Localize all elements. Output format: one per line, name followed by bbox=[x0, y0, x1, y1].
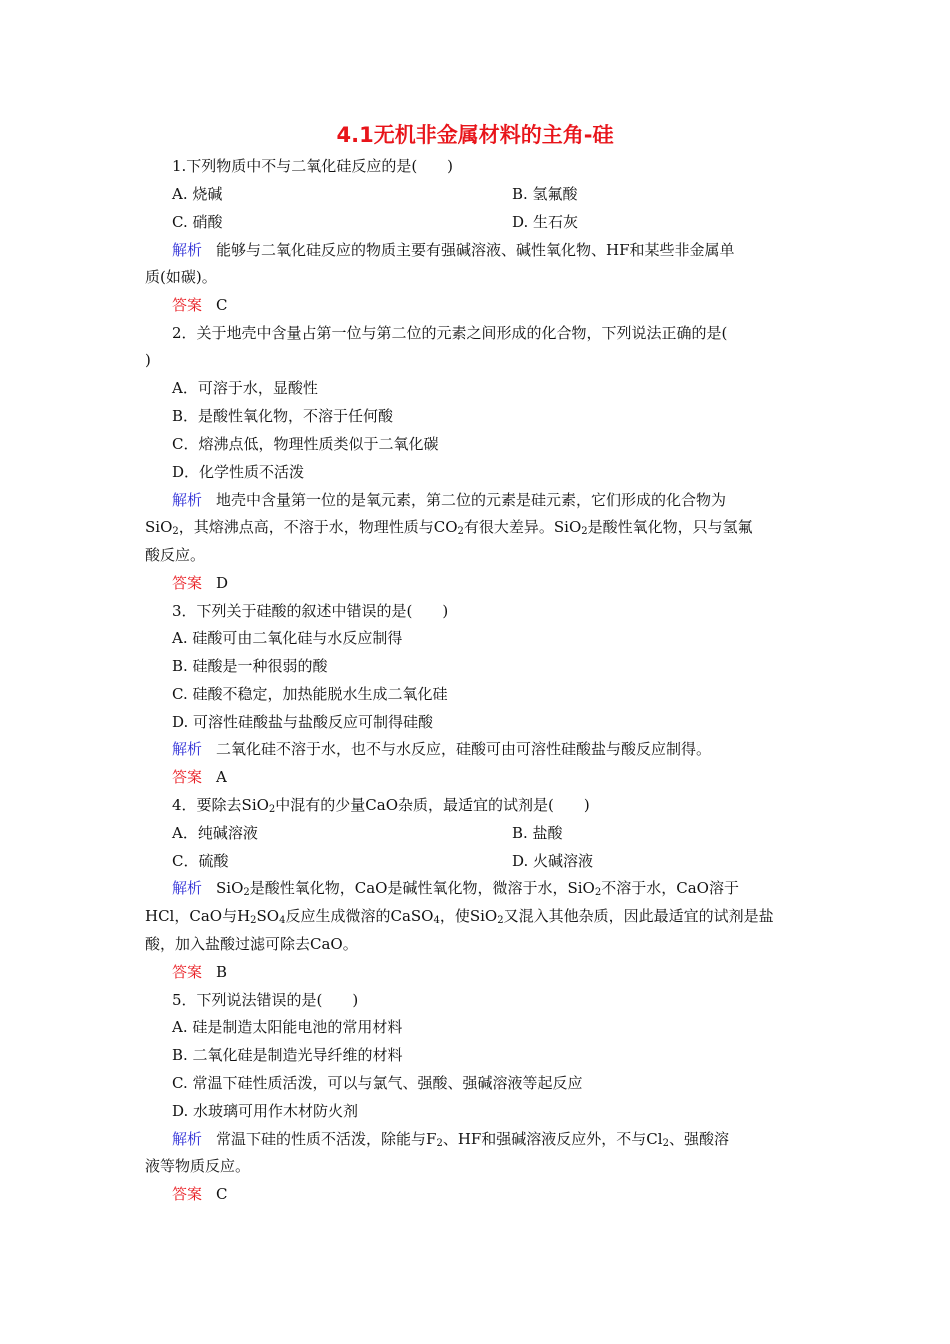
q3-answer bbox=[172, 766, 227, 788]
q5-analysis-cont: 液等物质反应。 bbox=[145, 1157, 251, 1175]
q5-option-b: B. 二氧化硅是制造光导纤维的材料 bbox=[172, 1046, 403, 1064]
q3-option-a: A. 硅酸可由二氧化硅与水反应制得 bbox=[172, 629, 403, 647]
q3-analysis bbox=[172, 738, 711, 760]
q2-analysis-cont: SiO$_2$，其熔沸点高，不溶于水，物理性质与$CO_2$有很大差异。SiO$_2$是酸性氧化物，只与氢氟 bbox=[145, 518, 753, 537]
q2-option-b: B．是酸性氧化物，不溶于任何酸 bbox=[172, 407, 394, 425]
analysis-label: 解析 bbox=[172, 1130, 203, 1148]
q4-option-a: A．纯碱溶液 bbox=[172, 824, 258, 842]
q4-analysis-cont-2: 酸，加入盐酸过滤可除去CaO。 bbox=[145, 935, 358, 953]
q4-analysis: 解析 SiO$_2$是酸性氧化物，CaO是碱性氧化物，微溶于水，SiO$_2$不溶于水，CaO溶于 bbox=[172, 879, 739, 898]
q2-option-d: D．化学性质不活泼 bbox=[172, 463, 305, 481]
q3-analysis-text: 二氧化硅不溶于水，也不与水反应，硅酸可由可溶性硅酸盐与酸反应制得。 bbox=[216, 740, 712, 758]
q4-stem: 4．要除去SiO$_2$中混有的少量CaO杂质，最适宜的试剂是( ) bbox=[172, 796, 590, 815]
q1-answer-value: C bbox=[216, 296, 228, 314]
q2-analysis-cont-2: 酸反应。 bbox=[145, 546, 206, 564]
answer-label: 答案 bbox=[172, 1185, 203, 1203]
analysis-label: 解析 bbox=[172, 491, 203, 509]
q3-option-c: C. 硅酸不稳定，加热能脱水生成二氧化硅 bbox=[172, 685, 448, 703]
q4-answer bbox=[172, 961, 227, 983]
q2-option-a: A．可溶于水，显酸性 bbox=[172, 379, 318, 397]
q4-option-d: D. 火碱溶液 bbox=[512, 852, 594, 870]
q4-option-b: B. 盐酸 bbox=[512, 824, 563, 842]
q1-analysis-cont: 质(如碳)。 bbox=[145, 268, 217, 286]
q2-analysis-text: 地壳中含量第一位的是氧元素，第二位的元素是硅元素，它们形成的化合物为 bbox=[216, 491, 727, 509]
answer-label: 答案 bbox=[172, 963, 203, 981]
q2-analysis bbox=[172, 489, 726, 511]
q5-answer bbox=[172, 1183, 228, 1205]
answer-label: 答案 bbox=[172, 574, 203, 592]
analysis-label: 解析 bbox=[172, 879, 203, 897]
q5-analysis: 解析 常温下硅的性质不活泼，除能与$F_2$、HF和强碱溶液反应外，不与$Cl_2$、强酸溶 bbox=[172, 1130, 729, 1149]
q2-stem: 2．关于地壳中含量占第一位与第二位的元素之间形成的化合物，下列说法正确的是( bbox=[172, 324, 728, 342]
analysis-label: 解析 bbox=[172, 241, 203, 259]
q4-answer-value: B bbox=[216, 963, 228, 981]
q2-option-c: C．熔沸点低，物理性质类似于二氧化碳 bbox=[172, 435, 439, 453]
q2-stem-cont: ) bbox=[145, 351, 151, 369]
q1-analysis-text: 能够与二氧化硅反应的物质主要有强碱溶液、碱性氧化物、HF和某些非金属单 bbox=[216, 241, 735, 259]
q5-answer-value: C bbox=[216, 1185, 228, 1203]
q5-option-d: D. 水玻璃可用作木材防火剂 bbox=[172, 1102, 359, 1120]
q1-option-b: B. 氢氟酸 bbox=[512, 185, 578, 203]
answer-label: 答案 bbox=[172, 768, 203, 786]
q1-option-d: D. 生石灰 bbox=[512, 213, 579, 231]
q4-option-c: C．硫酸 bbox=[172, 852, 229, 870]
q2-answer bbox=[172, 572, 228, 594]
q4-analysis-cont: HCl，CaO与$H_2SO_4$反应生成微溶的CaSO$_4$，使SiO$_2$又混入其他杂质，因此最适宜的试剂是盐 bbox=[145, 907, 774, 926]
answer-label: 答案 bbox=[172, 296, 203, 314]
q3-answer-value: A bbox=[216, 768, 227, 786]
q3-option-d: D. 可溶性硅酸盐与盐酸反应可制得硅酸 bbox=[172, 713, 434, 731]
q2-answer-value: D bbox=[216, 574, 229, 592]
q1-analysis bbox=[172, 239, 735, 261]
page-title: 4.1无机非金属材料的主角-硅 bbox=[336, 123, 614, 147]
q1-answer bbox=[172, 294, 228, 316]
analysis-label: 解析 bbox=[172, 740, 203, 758]
q5-stem: 5．下列说法错误的是( ) bbox=[172, 991, 359, 1009]
q3-stem: 3．下列关于硅酸的叙述中错误的是( ) bbox=[172, 602, 449, 620]
q1-option-c: C. 硝酸 bbox=[172, 213, 223, 231]
q5-option-a: A. 硅是制造太阳能电池的常用材料 bbox=[172, 1018, 403, 1036]
q5-option-c: C. 常温下硅性质活泼，可以与氯气、强酸、强碱溶液等起反应 bbox=[172, 1074, 583, 1092]
q3-option-b: B. 硅酸是一种很弱的酸 bbox=[172, 657, 328, 675]
q1-stem: 1.下列物质中不与二氧化硅反应的是( ) bbox=[172, 157, 454, 175]
q1-option-a: A. 烧碱 bbox=[172, 185, 223, 203]
